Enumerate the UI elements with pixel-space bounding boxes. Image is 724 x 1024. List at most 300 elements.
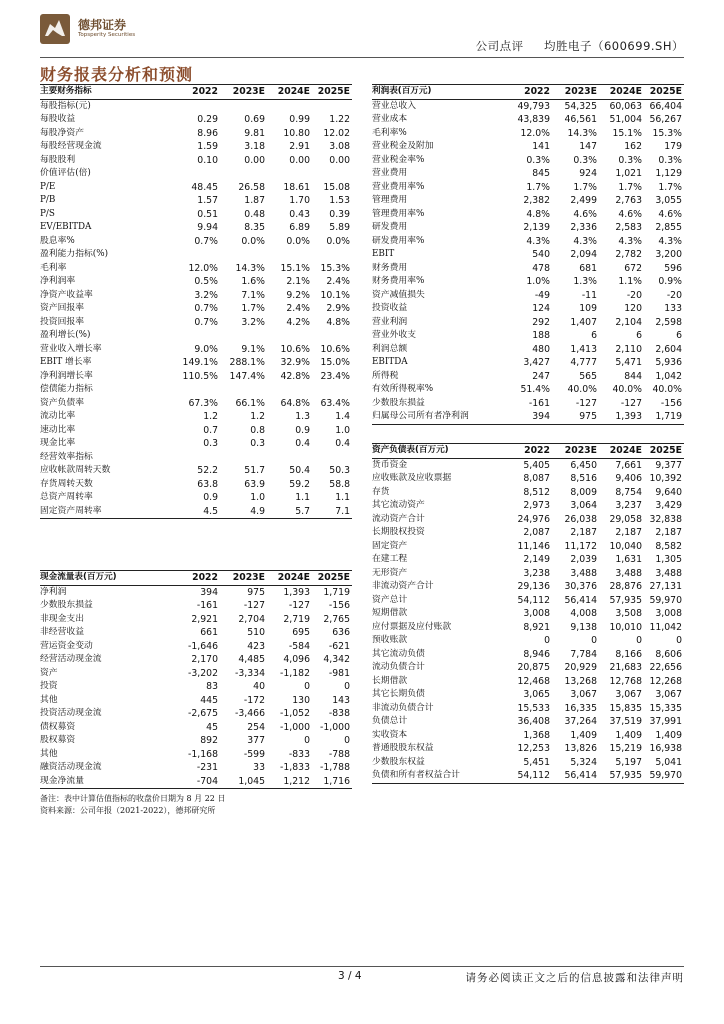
row-label: 负债总计 [372,716,408,726]
cell-value: 133 [664,303,682,314]
cell-value: 8,512 [523,486,550,498]
cell-value: 14.3% [567,127,597,139]
table-row [372,113,684,127]
cell-value: 2.91 [289,141,310,152]
cell-value: 1.2 [203,411,218,422]
cell-value: 3,237 [615,500,642,511]
cell-value: 10,010 [609,621,642,633]
cell-value: 445 [200,694,218,706]
cell-value: 21,683 [609,662,642,673]
column-header: 2025E [649,445,682,456]
cell-value: 6 [636,330,642,341]
cell-value: 1.2 [250,411,265,422]
table-row [40,194,352,208]
cell-value: 3.2% [241,316,265,328]
table-row [40,154,352,168]
row-label: 其它流动负债 [372,648,425,659]
table-row [40,410,352,424]
table-row [372,756,684,770]
table-row [372,302,684,316]
table-row [372,208,684,222]
cell-value: 0.0% [286,235,310,247]
row-label: 短期借款 [372,608,408,618]
cell-value: 40 [253,681,265,692]
cell-value: 9.94 [197,222,218,233]
cell-value: 4.9 [250,505,265,517]
cell-value: 66,404 [649,100,682,112]
cell-value: 24,976 [517,513,550,525]
row-label: 净资产收益率 [40,289,93,300]
cell-value: 83 [206,681,218,692]
cell-value: 1,407 [570,316,597,328]
cell-value: 0 [676,635,682,646]
cell-value: 2,763 [615,195,642,206]
cell-value: 1.7% [526,181,550,193]
cell-value: 51.7 [244,465,265,476]
cell-value: 4,008 [570,608,597,619]
cell-value: 0.3% [658,154,682,166]
table-row [372,607,684,621]
row-label: 营业外收支 [372,330,416,340]
table-row [372,621,684,635]
table-row [40,113,352,127]
row-label: 无形资产 [372,567,408,578]
brand-logo-icon [40,14,70,44]
column-header: 2023E [232,572,265,583]
table-row [372,769,684,784]
cell-value: -1,052 [280,708,310,719]
row-label: 存货周转天数 [40,478,93,489]
cell-value: 0.7% [194,303,218,314]
cell-value: 1,045 [238,775,265,787]
cell-value: 0.3% [618,154,642,166]
cell-value: 4,096 [283,654,310,665]
cell-value: 4.3% [658,235,682,247]
cell-value: 8,166 [615,648,642,660]
table-row [372,675,684,689]
cell-value: -3,202 [188,667,218,679]
cell-value: 1.1 [335,492,350,503]
row-label: 营业成本 [372,114,408,124]
cell-value: 3,238 [523,567,550,579]
row-label: 长期股权投资 [372,527,425,537]
brand-name: 德邦证券 [78,18,127,32]
row-label: 少数股东损益 [372,397,425,408]
cell-value: 51,004 [609,114,642,125]
row-label: 每股收益 [40,114,76,124]
column-header: 2024E [277,572,310,583]
row-label: 资产减值损失 [372,289,425,300]
cell-value: 0.7% [194,316,218,328]
row-label: EBIT 增长率 [40,357,92,367]
row-label: 研发费用率% [372,235,425,246]
cell-value: 5.89 [329,222,350,233]
cell-value: 1.7% [618,181,642,193]
cell-value: 0 [344,735,350,746]
row-label: 所得税 [372,370,399,381]
cell-value: 23.4% [320,370,350,382]
cell-value: 0.9 [295,424,310,436]
cell-value: 1,305 [655,554,682,565]
cell-value: 48.45 [191,181,218,193]
cell-value: 7,784 [570,648,597,660]
cell-value: 292 [532,316,550,328]
cell-value: 6 [676,330,682,341]
cell-value: 3,008 [523,608,550,619]
cell-value: 56,414 [564,594,597,606]
table-row [372,167,684,181]
cell-value: 13,826 [564,743,597,754]
cell-value: 1,042 [655,370,682,382]
cell-value: 67.3% [188,397,218,409]
cell-value: 1,719 [323,586,350,598]
table-row [40,707,352,721]
cell-value: 26.58 [238,181,265,193]
cell-value: -127 [288,600,310,611]
cell-value: 0.29 [197,114,218,125]
cell-value: 36,408 [517,716,550,727]
brand-logo [40,14,180,44]
cell-value: 52.2 [197,465,218,476]
cell-value: 3,067 [615,689,642,700]
cell-value: 0.9 [203,492,218,503]
row-label: 固定资产周转率 [40,505,102,516]
cell-value: 2,187 [615,527,642,538]
cell-value: 2,187 [655,527,682,538]
cell-value: 9,406 [615,473,642,484]
table-row [40,586,352,600]
table-row [372,140,684,154]
cell-value: 10,392 [649,473,682,484]
main-indicators-table [40,84,352,519]
table-row [372,289,684,303]
cell-value: 59.2 [289,478,310,490]
cell-value: 15.08 [323,181,350,193]
cell-value: 1.3% [573,276,597,287]
cell-value: 37,991 [649,716,682,727]
cell-value: 844 [624,370,642,382]
cell-value: 1,021 [615,168,642,179]
cell-value: 2,094 [570,249,597,260]
row-label: 流动负债合计 [372,662,425,672]
table-row [40,680,352,694]
cell-value: 1,631 [615,554,642,565]
table-row [372,343,684,357]
cell-value: 20,875 [517,662,550,673]
cell-value: 1,212 [283,775,310,787]
cell-value: 120 [624,303,642,314]
table-row [40,343,352,357]
row-label: 股息率% [40,235,75,246]
cell-value: 8,087 [523,473,550,484]
cell-value: 49,793 [517,100,550,112]
cell-value: 3,488 [655,567,682,579]
cell-value: 3,429 [655,500,682,511]
cell-value: 661 [200,627,218,638]
table-row [372,356,684,370]
cell-value: 8.35 [244,222,265,233]
cell-value: 2,782 [615,249,642,260]
table-row [372,526,684,540]
cell-value: 15,533 [517,702,550,714]
cell-value: 0.9% [658,276,682,287]
cell-value: 3.2% [194,289,218,301]
column-header: 2024E [277,86,310,97]
cell-value: 11,146 [517,540,550,552]
cell-value: 63.9 [244,478,265,490]
row-label: 存货 [372,486,390,497]
row-label: EV/EBITDA [40,222,92,232]
cell-value: 10.6% [280,343,310,355]
column-header: 2025E [317,86,350,97]
cell-value: 8.96 [197,127,218,139]
table-row [372,580,684,594]
table-row [372,221,684,235]
header-divider [40,57,684,58]
table-row [40,464,352,478]
table-row [372,127,684,141]
cell-value: 2,499 [570,195,597,206]
row-label: 现金净流量 [40,775,84,786]
cell-value: 6.89 [289,222,310,233]
cell-value: -1,000 [280,721,310,733]
cell-value: 288.1% [229,357,265,368]
cell-value: 1,409 [615,729,642,741]
table-row [372,553,684,567]
cell-value: 1,393 [615,411,642,422]
row-label: 资产 [40,667,58,678]
row-label: 预收账款 [372,635,408,645]
table-row [40,127,352,141]
cell-value: 1.1% [618,276,642,287]
table-row [372,329,684,343]
cell-value: 3.08 [329,141,350,152]
row-label: 毛利率% [372,127,407,138]
table-row [40,437,352,451]
cell-value: -599 [243,748,265,760]
cell-value: 5,197 [615,756,642,768]
cell-value: 110.5% [182,370,218,382]
cell-value: 1.53 [329,195,350,206]
table-row [372,316,684,330]
table-row [372,397,684,411]
cell-value: 4.6% [618,208,642,220]
cell-value: 1.7% [658,181,682,193]
cell-value: 0.00 [244,154,265,166]
cell-value: 12,253 [517,743,550,754]
cell-value: 2,336 [570,222,597,233]
cell-value: 12.0% [188,262,218,274]
row-label: EBIT [372,249,395,259]
cell-value: 15,835 [609,702,642,714]
cash-flow-table [40,570,352,789]
row-label: 营运资金变动 [40,640,93,651]
cell-value: 540 [532,249,550,260]
column-header: 2022 [192,572,218,583]
cell-value: 1.7% [573,181,597,193]
cell-value: 59,970 [649,594,682,606]
cell-value: 2,110 [615,343,642,355]
main-indicators-title: 主要财务指标 [40,86,92,96]
row-label: 应付票据及应付账款 [372,621,452,632]
table-row [372,594,684,608]
cell-value: 40.0% [567,384,597,395]
cell-value: -3,334 [235,667,265,679]
cell-value: 2,604 [655,343,682,355]
cell-value: 162 [624,141,642,152]
table-row [372,499,684,513]
cell-value: 924 [579,168,597,179]
table-row [40,383,352,397]
cell-value: 0.3% [573,154,597,166]
table-row [372,100,684,114]
cell-value: 6 [591,330,597,341]
table-row [372,688,684,702]
cell-value: 50.4 [289,465,310,476]
table-row [40,613,352,627]
cell-value: 2.9% [326,303,350,314]
row-label: 营业总收入 [372,100,416,111]
cell-value: 0.8 [250,424,265,436]
cell-value: 5,405 [523,459,550,471]
cell-value: 3,488 [615,567,642,579]
row-label: 流动资产合计 [372,513,425,524]
cell-value: 1.0 [250,492,265,503]
row-label: 每股股利 [40,154,76,165]
row-label: 盈利增长(%) [40,330,91,340]
row-label: 每股净资产 [40,127,84,138]
row-label: 净利润 [40,586,67,597]
cell-value: -156 [328,600,350,611]
cell-value: -838 [328,708,350,719]
table-row [40,100,352,114]
table-row [40,289,352,303]
note-valuation-date: 备注：表中计算估值指标的收盘价日期为 8 月 22 日 [40,794,226,803]
cell-value: 4.3% [573,235,597,247]
cell-value: 130 [292,694,310,706]
cell-value: 0.4 [335,438,350,449]
cell-value: 3,064 [570,500,597,511]
cell-value: 18.61 [283,181,310,193]
cell-value: 22,656 [649,662,682,673]
income-statement-table [372,84,684,425]
cell-value: -584 [288,640,310,652]
cell-value: 423 [247,640,265,652]
cell-value: 50.3 [329,465,350,476]
table-row [372,235,684,249]
cell-value: 2.4% [286,303,310,314]
table-row [372,410,684,425]
cell-value: 1.6% [241,276,265,287]
cell-value: 5,324 [570,756,597,768]
row-label: 有效所得税率% [372,384,434,394]
table-row [372,248,684,262]
table-row [40,356,352,370]
cell-value: -1,168 [188,748,218,760]
cell-value: 0.7% [194,235,218,247]
cell-value: -172 [243,694,265,706]
cell-value: 12.0% [520,127,550,139]
cell-value: 45 [206,721,218,733]
cell-value: 33 [253,762,265,773]
row-label: 长期借款 [372,675,408,686]
cell-value: 2,187 [570,527,597,538]
column-header: 2023E [564,86,597,97]
cell-value: 1.59 [197,141,218,152]
column-header: 2024E [609,445,642,456]
balance-sheet-header-row [372,443,684,459]
table-row [372,181,684,195]
table-row [372,486,684,500]
cell-value: 12.02 [323,127,350,139]
cell-value: 4.2% [286,316,310,328]
cell-value: 7.1 [335,505,350,517]
cell-value: 4.6% [658,208,682,220]
cash-flow-title: 现金流量表(百万元) [40,572,117,582]
cell-value: 3,067 [655,689,682,700]
row-label: 实收资本 [372,729,408,740]
cell-value: -1,182 [280,667,310,679]
cell-value: 3,508 [615,608,642,619]
row-label: 营业费用率% [372,181,425,192]
cell-value: 28,876 [609,581,642,592]
row-label: 非流动负债合计 [372,702,434,713]
table-row [40,329,352,343]
cell-value: 8,606 [655,648,682,660]
table-row [372,194,684,208]
row-label: 应收账款及应收票据 [372,473,452,483]
cell-value: 2,973 [523,500,550,511]
cell-value: 2,598 [655,316,682,328]
row-label: 经营效率指标 [40,451,93,462]
cell-value: 143 [332,694,350,706]
cell-value: 0.00 [329,154,350,166]
cell-value: 0.4 [295,438,310,449]
cell-value: 10.1% [320,289,350,301]
cell-value: 57,935 [609,594,642,606]
row-label: 经营活动现金流 [40,654,102,664]
table-row [40,316,352,330]
table-row [40,235,352,249]
cell-value: 37,264 [564,716,597,727]
cell-value: 10.80 [283,127,310,139]
table-row [40,640,352,654]
cell-value: 1.57 [197,195,218,206]
cell-value: 27,131 [649,581,682,592]
cell-value: 8,921 [523,621,550,633]
row-label: 货币资金 [372,459,408,470]
cell-value: 1.70 [289,195,310,206]
row-label: 偿债能力指标 [40,384,93,394]
row-label: 每股指标(元) [40,100,91,111]
row-label: 非经营收益 [40,627,84,637]
cell-value: 2,765 [323,613,350,625]
table-row [40,734,352,748]
cell-value: 4,485 [238,654,265,665]
cell-value: 394 [200,586,218,598]
cell-value: 2,087 [523,527,550,538]
cell-value: 2,583 [615,222,642,233]
cell-value: -127 [575,397,597,409]
page-title: 财务报表分析和预测 [40,65,194,84]
table-row [40,775,352,790]
row-label: 少数股东权益 [372,756,425,767]
table-row [372,383,684,397]
balance-sheet-table [372,443,684,784]
cell-value: 0 [636,635,642,646]
cell-value: 1,409 [570,729,597,741]
row-label: 非现金支出 [40,613,84,624]
